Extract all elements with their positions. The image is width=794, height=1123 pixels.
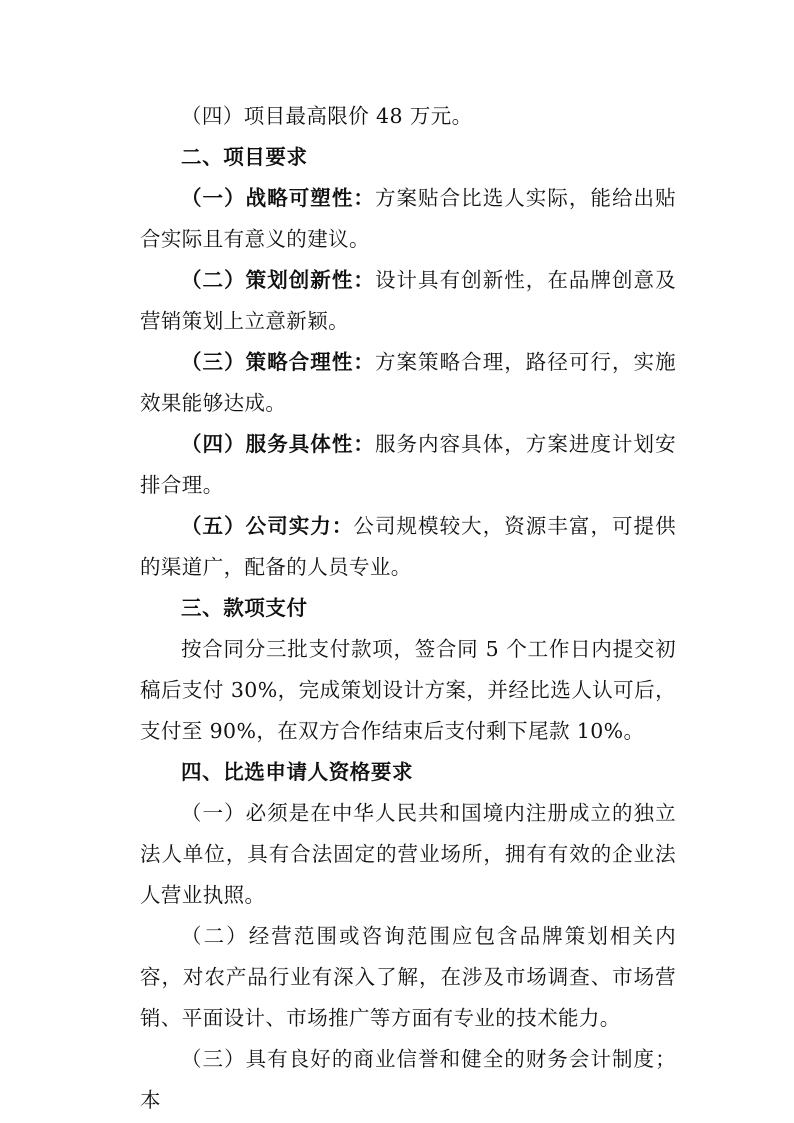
paragraph-lead: （三）策略合理性：	[181, 350, 375, 374]
paragraph-payment-terms	[140, 629, 676, 752]
heading-text: 四、比选申请人资格要求	[181, 760, 414, 784]
paragraph-company-strength	[140, 506, 676, 588]
paragraph-service-specificity	[140, 424, 676, 506]
paragraph-strategy-rationality	[140, 342, 676, 424]
document-body	[140, 96, 676, 1121]
paragraph-qualification-one	[140, 793, 676, 916]
paragraph-lead: （四）服务具体性：	[181, 432, 375, 456]
paragraph-text: （一）必须是在中华人民共和国境内注册成立的独立法人单位，具有合法固定的营业场所，拥有有效的企业法人营业执照。	[140, 801, 676, 907]
heading-project-requirements	[140, 137, 676, 178]
paragraph-text: （二）经营范围或咨询范围应包含品牌策划相关内容，对农产品行业有深入了解，在涉及市场调查、市场营销、平面设计、市场推广等方面有专业的技术能力。	[140, 924, 676, 1030]
paragraph-qualification-two	[140, 916, 676, 1039]
paragraph-text: 方案策略合理，路径可行，实施效果能够达成。	[140, 350, 676, 415]
heading-payment	[140, 588, 676, 629]
heading-text: 二、项目要求	[181, 145, 308, 169]
paragraph-text: 按合同分三批支付款项，签合同 5 个工作日内提交初稿后支付 30%，完成策划设计方案，并经比选人认可后，支付至 90%，在双方合作结束后支付剩下尾款 10%。	[140, 637, 676, 743]
paragraph-strategy-plasticity	[140, 178, 676, 260]
paragraph-text: 方案贴合比选人实际，能给出贴合实际且有意义的建议。	[140, 186, 676, 251]
heading-text: 三、款项支付	[181, 596, 308, 620]
paragraph-text: （三）具有良好的商业信誉和健全的财务会计制度；本	[140, 1047, 676, 1112]
paragraph-text: 服务内容具体，方案进度计划安排合理。	[140, 432, 676, 497]
paragraph-qualification-three	[140, 1039, 676, 1121]
paragraph-lead: （五）公司实力：	[181, 514, 354, 538]
paragraph-text: 公司规模较大，资源丰富，可提供的渠道广，配备的人员专业。	[140, 514, 677, 579]
paragraph-planning-innovation	[140, 260, 676, 342]
paragraph-price-limit	[140, 96, 676, 137]
paragraph-text: （四）项目最高限价 48 万元。	[181, 104, 473, 128]
paragraph-lead: （一）战略可塑性：	[181, 186, 375, 210]
paragraph-lead: （二）策划创新性：	[181, 268, 375, 292]
heading-applicant-qualification	[140, 752, 676, 793]
paragraph-text: 设计具有创新性，在品牌创意及营销策划上立意新颖。	[140, 268, 676, 333]
